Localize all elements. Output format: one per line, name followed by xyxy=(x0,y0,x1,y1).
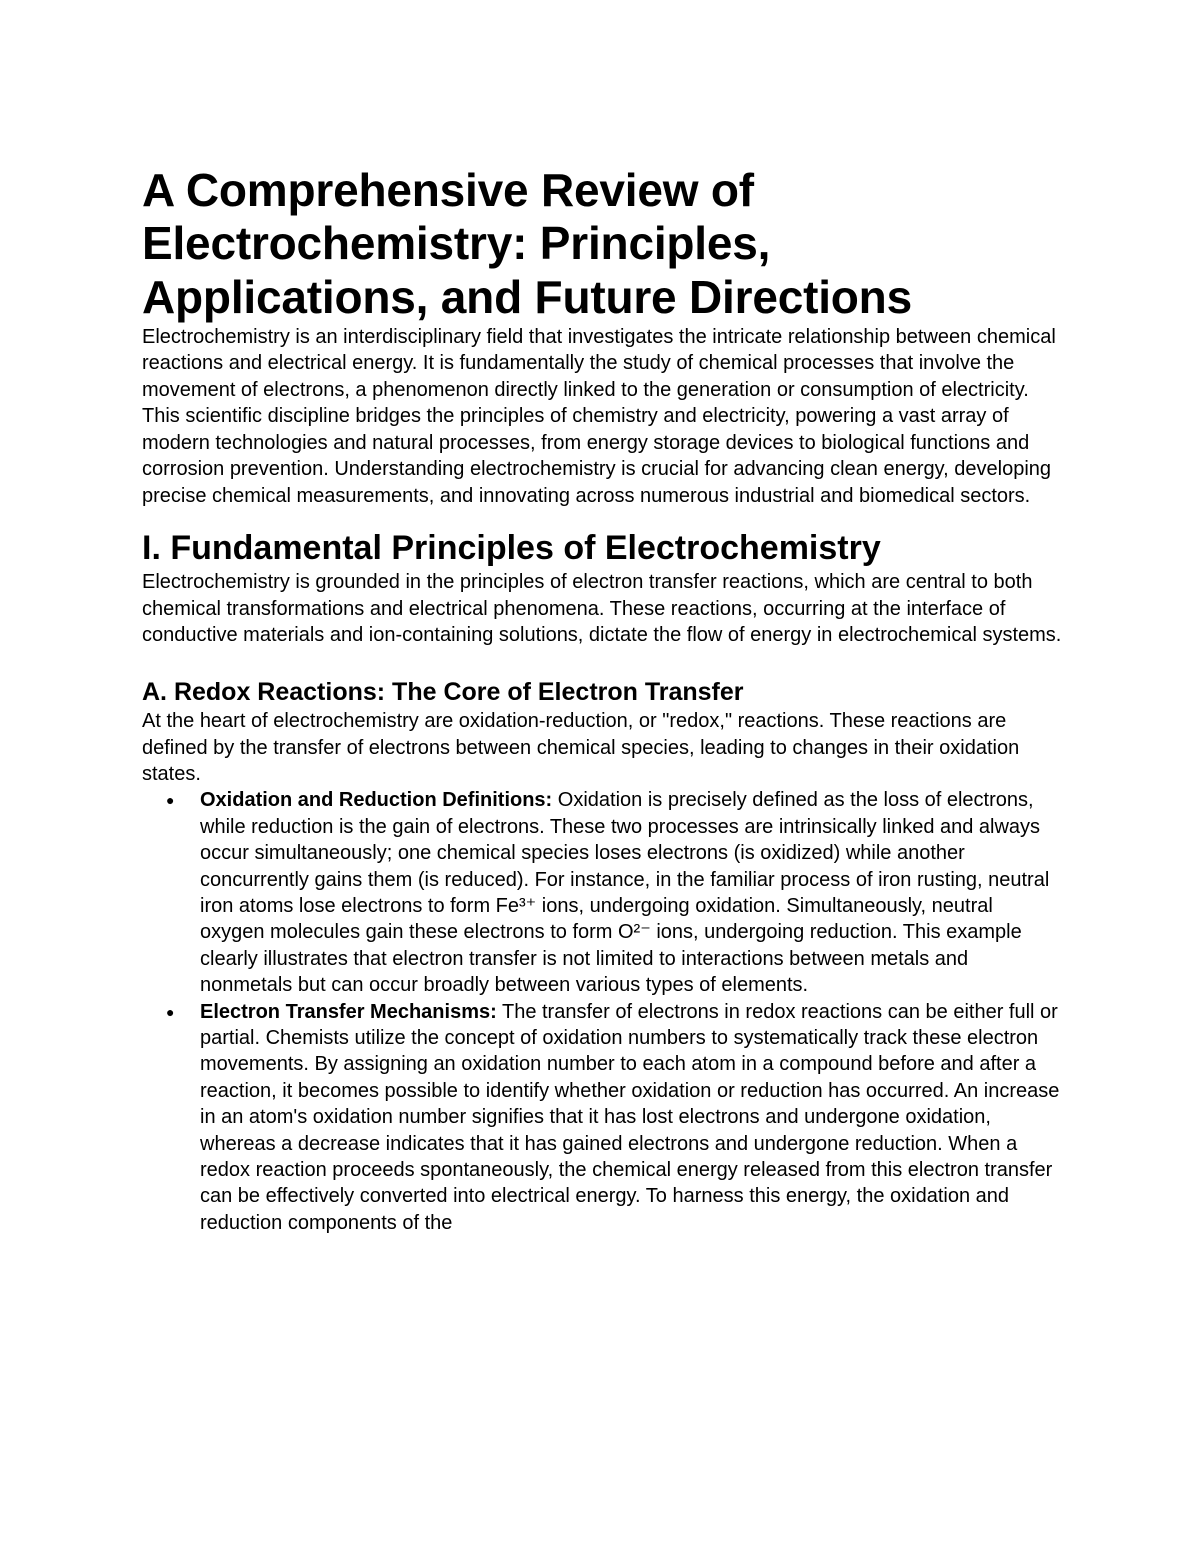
bullet-list xyxy=(142,787,1062,1236)
bullet-icon: ● xyxy=(166,792,175,809)
subsection-paragraph: At the heart of electrochemistry are oxidation-reduction, or "redox," reactions. These reactions are defined by the transfer of electrons between chemical species, leading to changes in their oxidation states. xyxy=(142,710,1020,785)
section-paragraph: Electrochemistry is grounded in the principles of electron transfer reactions, which are central to both chemical transformations and electrical phenomena. These reactions, occurring at the interface of conductive materials and ion-containing solutions, dictate the flow of energy in electrochemical systems. xyxy=(142,571,1062,647)
bullet-text: The transfer of electrons in redox reactions can be either full or partial. Chemists utilize the concept of oxidation numbers to systematically track these electron movements. By assigning an oxidation number to each atom in a compound before and after a reaction, it becomes possible to identify whether oxidation or reduction has occurred. An increase in an atom's oxidation number signifies that it has lost electrons and undergone oxidation, whereas a decrease indicates that it has gained electrons and undergone reduction. When a redox reaction proceeds spontaneously, the chemical energy released from this electron transfer can be effectively converted into electrical energy. To harness this energy, the oxidation and reduction components of the xyxy=(200,1000,1060,1234)
document-title: A Comprehensive Review of Electrochemistry: Principles, Applications, and Future Directions xyxy=(142,164,912,323)
subsection-heading-redox-reactions: A. Redox Reactions: The Core of Electron Transfer xyxy=(142,677,744,706)
list-item xyxy=(142,999,1062,1237)
bullet-term: Electron Transfer Mechanisms: xyxy=(200,1000,497,1023)
document-page xyxy=(142,164,1062,1236)
section-heading-fundamental-principles: I. Fundamental Principles of Electrochemistry xyxy=(142,528,881,567)
list-item xyxy=(142,787,1062,998)
bullet-icon: ● xyxy=(166,1003,175,1020)
bullet-text: Oxidation is precisely defined as the loss of electrons, while reduction is the gain of electrons. These two processes are intrinsically linked and always occur simultaneously; one chemical species loses electrons (is oxidized) while another concurrently gains them (is reduced). For instance, in the familiar process of iron rusting, neutral iron atoms lose electrons to form Fe³⁺ ions, undergoing oxidation. Simultaneously, neutral oxygen molecules gain these electrons to form O²⁻ ions, undergoing reduction. This example clearly illustrates that electron transfer is not limited to interactions between metals and nonmetals but can occur broadly between various types of elements. xyxy=(200,789,1050,997)
bullet-term: Oxidation and Reduction Definitions: xyxy=(200,789,553,812)
intro-paragraph: Electrochemistry is an interdisciplinary field that investigates the intricate relationship between chemical reactions and electrical energy. It is fundamentally the study of chemical processes that involve the movement of electrons, a phenomenon directly linked to the generation or consumption of electricity. This scientific discipline bridges the principles of chemistry and electricity, powering a vast array of modern technologies and natural processes, from energy storage devices to biological functions and corrosion prevention. Understanding electrochemistry is crucial for advancing clean energy, developing precise chemical measurements, and innovating across numerous industrial and biomedical sectors. xyxy=(142,326,1056,507)
